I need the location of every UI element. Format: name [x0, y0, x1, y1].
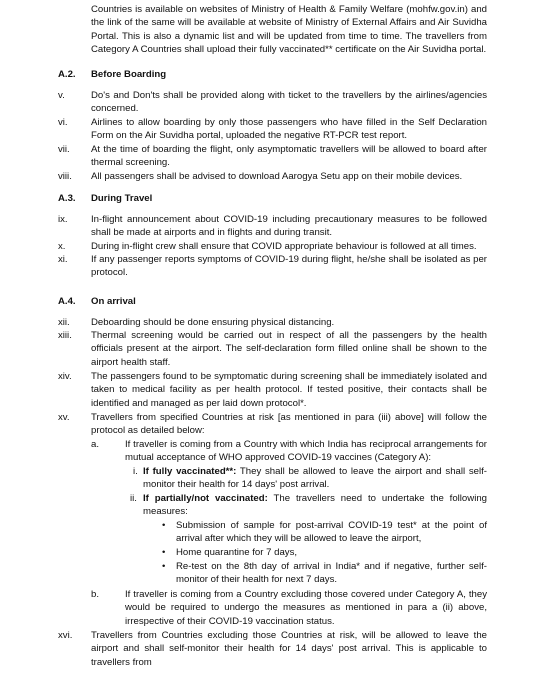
roman-rest: They shall be allowed to leave the airport and shall self-monitor their health for 14 days' post arrival. — [143, 466, 487, 491]
roman-bold: If partially/not vaccinated: — [143, 493, 268, 504]
item-number: xv. — [58, 412, 70, 423]
item-number: xvi. — [58, 630, 73, 641]
item-text: In-flight announcement about COVID-19 including precautionary measures to be followed shall be made at airports and in flights and during transit. — [91, 214, 487, 239]
roman-bold: If fully vaccinated**: — [143, 466, 237, 477]
roman-number: ii. — [130, 493, 137, 504]
item-number: vi. — [58, 117, 68, 128]
item-number: xi. — [58, 254, 68, 265]
item-text: Thermal screening would be carried out in respect of all the passengers by the health officials present at the airport. The self-declaration form filled online shall be shown to the airport health staff. — [91, 330, 487, 368]
section-title: On arrival — [91, 296, 136, 307]
item-text: Travellers from Countries excluding those Countries at risk, will be allowed to leave the airport and shall self-monitor their health for 14 days' post arrival. This is applicable to travellers from — [91, 630, 487, 668]
bullet-text: Submission of sample for post-arrival COVID-19 test* at the point of arrival after which they will be allowed to leave the airport, — [176, 520, 487, 545]
roman-rest: The travellers need to undertake the following measures: — [143, 493, 487, 518]
roman-text — [143, 465, 487, 492]
item-number: xii. — [58, 317, 70, 328]
bullet-icon: • — [162, 561, 166, 572]
roman-text — [143, 492, 487, 519]
item-number: ix. — [58, 214, 68, 225]
bullet-icon: • — [162, 520, 166, 531]
item-text: If any passenger reports symptoms of COVID-19 during flight, he/she shall be isolated as per protocol. — [91, 254, 487, 279]
subitem-text: If traveller is coming from a Country excluding those covered under Category A, they would be required to undergo the measures as mentioned in para a (ii) above, irrespective of their COVID-19 vaccination status. — [125, 589, 487, 627]
item-text: Airlines to allow boarding by only those passengers who have filled in the Self Declaration Form on the Air Suvidha portal, uploaded the negative RT-PCR test report. — [91, 117, 487, 142]
section-number: A.3. — [58, 193, 76, 204]
intro-text: Countries is available on websites of Ministry of Health & Family Welfare (mohfw.gov.in) and the link of the same will be available at website of Ministry of External Affairs and Air Suvidha Portal. This is also a dynamic list and will be updated from time to time. The travellers from Category A Countries shall upload their fully vaccinated** certificate on the Air Suvidha portal. — [91, 4, 487, 56]
item-text: Deboarding should be done ensuring physical distancing. — [91, 317, 335, 328]
subitem-letter: b. — [91, 589, 100, 600]
item-text: The passengers found to be symptomatic during screening shall be immediately isolated and taken to medical facility as per health protocol. If tested positive, their contacts shall be identified and managed as per laid down protocol*. — [91, 371, 487, 409]
item-number: v. — [58, 90, 65, 101]
item-number: xiv. — [58, 371, 72, 382]
section-title: Before Boarding — [91, 69, 167, 80]
section-number: A.2. — [58, 69, 76, 80]
section-title: During Travel — [91, 193, 153, 204]
subitem-letter: a. — [91, 439, 100, 450]
section-number: A.4. — [58, 296, 76, 307]
bullet-text: Re-test on the 8th day of arrival in India* and if negative, further self-monitor of their health for next 7 days. — [176, 561, 487, 586]
subitem-text: If traveller is coming from a Country with which India has reciprocal arrangements for mutual acceptance of WHO approved COVID-19 vaccines (Category A): — [125, 439, 487, 464]
item-number: xiii. — [58, 330, 72, 341]
bullet-icon: • — [162, 547, 166, 558]
bullet-text: Home quarantine for 7 days, — [176, 547, 298, 558]
item-text: Do's and Don'ts shall be provided along with ticket to the travellers by the airlines/agencies concerned. — [91, 90, 487, 115]
item-number: vii. — [58, 144, 70, 155]
item-number: viii. — [58, 171, 72, 182]
roman-number: i. — [133, 466, 138, 477]
item-text: At the time of boarding the flight, only asymptomatic travellers will be allowed to board after thermal screening. — [91, 144, 487, 169]
item-text: During in-flight crew shall ensure that COVID appropriate behaviour is followed at all times. — [91, 241, 477, 252]
item-text: All passengers shall be advised to download Aarogya Setu app on their mobile devices. — [91, 171, 463, 182]
item-number: x. — [58, 241, 66, 252]
item-text: Travellers from specified Countries at risk [as mentioned in para (iii) above] will follow the protocol as detailed below: — [91, 412, 487, 437]
